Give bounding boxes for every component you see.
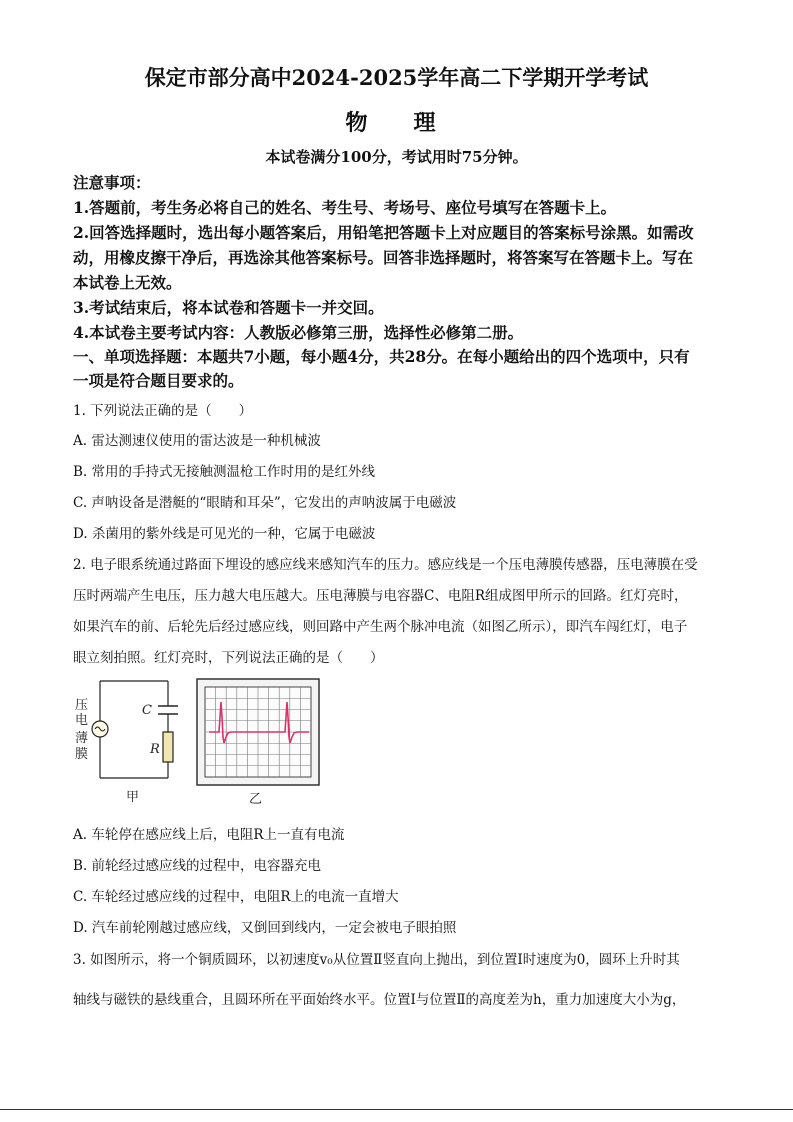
capacitor-label: C xyxy=(142,703,152,718)
section-1-line-2: 一项是符合题目要求的。 xyxy=(73,371,244,390)
side-label-char-3: 薄 xyxy=(75,731,89,746)
q2-figure-oscilloscope xyxy=(195,677,321,809)
q1-option-c: C. 声呐设备是潜艇的“眼睛和耳朵”，它发出的声呐波属于电磁波 xyxy=(73,495,457,511)
note-item-3: 3.考试结束后，将本试卷和答题卡一并交回。 xyxy=(73,298,384,317)
score-note: 本试卷满分100分，考试用时75分钟。 xyxy=(265,148,528,166)
q2-option-a: A. 车轮停在感应线上后，电阻R上一直有电流 xyxy=(73,827,345,843)
q2-stem-line-3: 如果汽车的前、后轮先后经过感应线，则回路中产生两个脉冲电流（如图乙所示），即汽车闯红灯，电子 xyxy=(73,619,688,635)
resistor-label: R xyxy=(150,742,160,757)
q3-stem-line-1: 3. 如图所示，将一个铜质圆环，以初速度v₀从位置Ⅱ竖直向上抛出，到位置Ⅰ时速度为0，圆环上升时其 xyxy=(73,952,680,968)
note-item-4: 4.本试卷主要考试内容：人教版必修第三册，选择性必修第二册。 xyxy=(73,323,524,342)
q3-stem-line-2: 轴线与磁铁的悬线重合，且圆环所在平面始终水平。位置Ⅰ与位置Ⅱ的高度差为h，重力加速度大小为g， xyxy=(73,992,686,1008)
section-1-line-1: 一、单项选择题：本题共7小题，每小题4分，共28分。在每小题给出的四个选项中，只有 xyxy=(73,347,690,366)
q2-stem-line-2: 压时两端产生电压，压力越大电压越大。压电薄膜与电容器C、电阻R组成图甲所示的回路。红灯亮时， xyxy=(73,588,688,604)
page-bottom-rule xyxy=(0,1109,793,1110)
q2-option-d: D. 汽车前轮刚越过感应线，又倒回到线内，一定会被电子眼拍照 xyxy=(73,920,457,936)
side-label-char-2: 电 xyxy=(75,713,89,728)
q1-option-a: A. 雷达测速仪使用的雷达波是一种机械波 xyxy=(73,433,321,449)
resistor-icon xyxy=(163,732,173,762)
q2-figure-circuit xyxy=(70,676,190,806)
note-item-1: 1.答题前，考生务必将自己的姓名、考生号、考场号、座位号填写在答题卡上。 xyxy=(73,198,617,217)
note-item-2-line-1: 2.回答选择题时，选出每小题答案后，用铅笔把答题卡上对应题目的答案标号涂黑。如需改 xyxy=(73,223,694,242)
subject-title: 物 理 xyxy=(345,110,448,136)
q2-stem-line-1: 2. 电子眼系统通过路面下埋设的感应线来感知汽车的压力。感应线是一个压电薄膜传感器，压电薄膜在受 xyxy=(73,557,698,573)
figure-a-caption: 甲 xyxy=(126,790,140,805)
q2-option-b: B. 前轮经过感应线的过程中，电容器充电 xyxy=(73,858,322,874)
q1-option-d: D. 杀菌用的紫外线是可见光的一种，它属于电磁波 xyxy=(73,526,376,542)
q1-stem: 1. 下列说法正确的是（ ） xyxy=(73,403,253,419)
exam-title: 保定市部分高中2024-2025学年高二下学期开学考试 xyxy=(144,65,649,90)
note-item-2-line-2: 动，用橡皮擦干净后，再选涂其他答案标号。回答非选择题时，将答案写在答题卡上。写在 xyxy=(73,248,694,267)
figure-b-caption: 乙 xyxy=(249,792,263,807)
side-label-char-4: 膜 xyxy=(75,747,89,762)
q1-option-b: B. 常用的手持式无接触测温枪工作时用的是红外线 xyxy=(73,464,376,480)
notes-heading: 注意事项： xyxy=(73,173,151,192)
note-item-2-line-3: 本试卷上无效。 xyxy=(73,273,182,292)
q2-stem-line-4: 眼立刻拍照。红灯亮时，下列说法正确的是（ ） xyxy=(73,650,384,666)
side-label-char-1: 压 xyxy=(75,698,89,713)
q2-option-c: C. 车轮经过感应线的过程中，电阻R上的电流一直增大 xyxy=(73,889,399,905)
